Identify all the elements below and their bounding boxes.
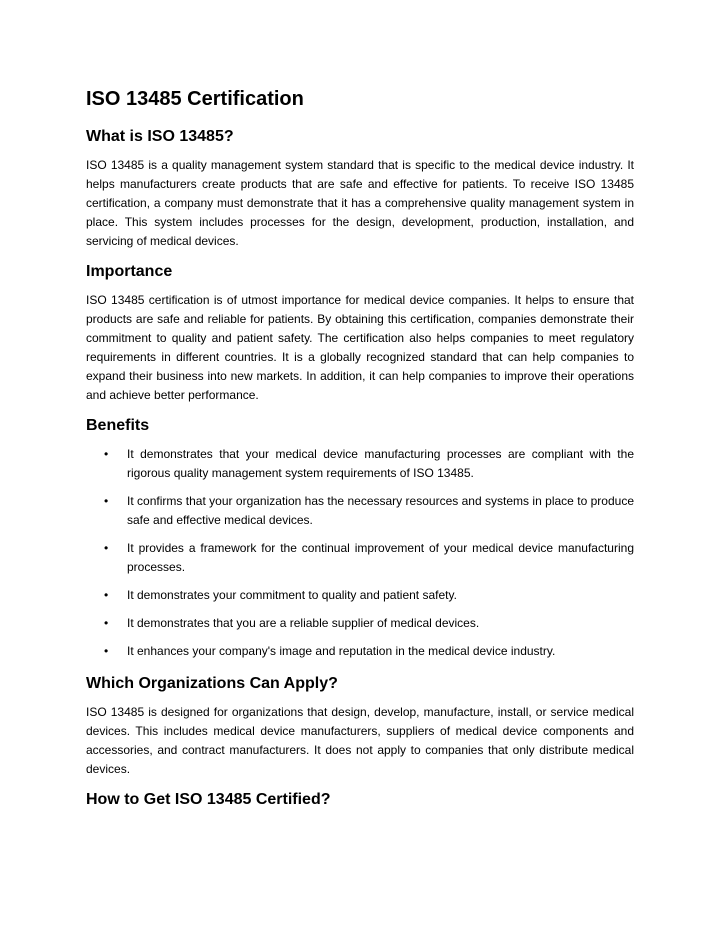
bullet-icon: •: [104, 588, 109, 602]
section-paragraph-importance: ISO 13485 certification is of utmost importance for medical device companies. It helps to ensure that products are safe and reliable for patients. By obtaining this certification, companies demonstrate their commitment to quality and patient safety. The certification also helps companies to meet regulatory requirements in different countries. It is a globally recognized standard that can help companies to expand their business into new markets. In addition, it can help companies to improve their operations and achieve better performance.: [86, 293, 634, 402]
list-item: [86, 614, 634, 633]
section-heading-importance: Importance: [86, 263, 173, 280]
section-heading-what-is: What is ISO 13485?: [86, 128, 234, 145]
list-item-text: It provides a framework for the continual improvement of your medical device manufacturing processes.: [127, 541, 634, 574]
bullet-icon: •: [104, 644, 109, 658]
section-paragraph-organizations: ISO 13485 is designed for organizations that design, develop, manufacture, install, or service medical devices. This includes medical device manufacturers, suppliers of medical device components and accessories, and contract manufacturers. It does not apply to companies that only distribute medical devices.: [86, 705, 634, 776]
section-heading-how-to-certify: How to Get ISO 13485 Certified?: [86, 791, 331, 808]
section-heading-benefits: Benefits: [86, 417, 150, 434]
bullet-icon: •: [104, 616, 109, 630]
list-item-text: It demonstrates your commitment to quality and patient safety.: [127, 588, 457, 602]
bullet-icon: •: [104, 541, 109, 555]
list-item-text: It enhances your company's image and reputation in the medical device industry.: [127, 644, 556, 658]
bullet-icon: •: [104, 494, 109, 508]
list-item-text: It demonstrates that you are a reliable supplier of medical devices.: [127, 616, 480, 630]
bullet-icon: •: [104, 447, 109, 461]
list-item: [86, 445, 634, 483]
document-title: ISO 13485 Certification: [86, 88, 304, 110]
section-heading-organizations: Which Organizations Can Apply?: [86, 675, 338, 692]
section-paragraph-what-is: ISO 13485 is a quality management system standard that is specific to the medical device industry. It helps manufacturers create products that are safe and effective for patients. To receive ISO 13485 certification, a company must demonstrate that it has a comprehensive quality management system in place. This system includes processes for the design, development, production, installation, and servicing of medical devices.: [86, 158, 634, 248]
benefits-list: [86, 445, 634, 661]
list-item: [86, 586, 634, 605]
list-item: [86, 492, 634, 530]
list-item: [86, 642, 634, 661]
document-page: [86, 84, 634, 819]
list-item-text: It demonstrates that your medical device manufacturing processes are compliant with the rigorous quality management system requirements of ISO 13485.: [127, 447, 634, 480]
list-item: [86, 539, 634, 577]
list-item-text: It confirms that your organization has the necessary resources and systems in place to produce safe and effective medical devices.: [127, 494, 634, 527]
